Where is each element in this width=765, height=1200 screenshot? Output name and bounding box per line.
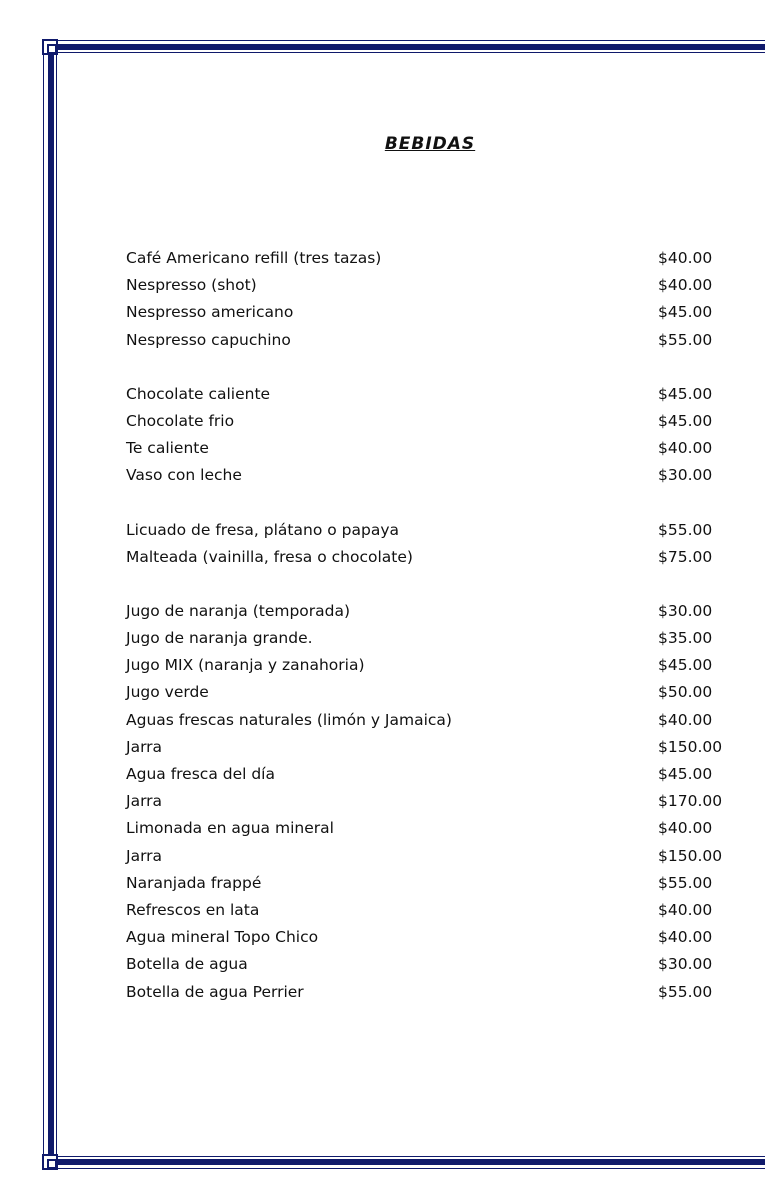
menu-item xyxy=(126,736,746,763)
menu-item-price: $50.00 xyxy=(658,683,713,702)
menu-item-name: Jarra xyxy=(126,737,163,756)
menu-item-price: $55.00 xyxy=(658,520,713,539)
menu-item-name: Nespresso capuchino xyxy=(126,330,291,349)
menu-item-price: $55.00 xyxy=(658,982,713,1001)
menu-item-name: Malteada (vainilla, fresa o chocolate) xyxy=(126,547,413,566)
drinks-menu-list xyxy=(126,247,746,1035)
menu-item-name: Jarra xyxy=(126,846,163,865)
menu-item-name: Botella de agua Perrier xyxy=(126,982,304,1001)
menu-item xyxy=(126,410,746,437)
corner-ornament-top-left xyxy=(42,39,58,55)
menu-item xyxy=(126,437,746,464)
menu-item xyxy=(126,464,746,491)
menu-item-price: $40.00 xyxy=(658,900,713,919)
menu-item-price: $45.00 xyxy=(658,765,713,783)
menu-item xyxy=(126,654,746,681)
menu-item-name: Agua mineral Topo Chico xyxy=(126,928,319,947)
menu-item-price: $30.00 xyxy=(658,601,713,620)
menu-group xyxy=(126,383,746,492)
menu-item-price: $40.00 xyxy=(658,819,713,838)
menu-item-price: $40.00 xyxy=(658,710,713,729)
menu-item xyxy=(126,926,746,953)
menu-group xyxy=(126,519,746,573)
menu-item-name: Naranjada frappé xyxy=(126,873,262,892)
border-left-outer xyxy=(43,54,44,1157)
menu-item-name: Jugo MIX (naranja y zanahoria) xyxy=(126,656,365,675)
menu-item xyxy=(126,600,746,627)
menu-item-price: $150.00 xyxy=(658,737,723,756)
menu-item-name: Chocolate caliente xyxy=(126,384,271,403)
menu-item-name: Jugo verde xyxy=(126,683,209,702)
corner-ornament-bottom-left xyxy=(42,1154,58,1170)
menu-item xyxy=(126,519,746,546)
menu-item-price: $35.00 xyxy=(658,629,713,648)
menu-item xyxy=(126,845,746,872)
menu-item xyxy=(126,383,746,410)
menu-item xyxy=(126,627,746,654)
menu-item-price: $45.00 xyxy=(658,411,713,430)
menu-item-price: $40.00 xyxy=(658,249,713,267)
menu-item-price: $75.00 xyxy=(658,547,713,566)
menu-item xyxy=(126,981,746,1008)
menu-item-name: Te caliente xyxy=(126,439,209,458)
border-left xyxy=(48,48,54,1163)
menu-item-name: Nespresso (shot) xyxy=(126,276,257,295)
menu-item-price: $45.00 xyxy=(658,384,713,403)
menu-item-price: $40.00 xyxy=(658,276,713,295)
menu-item xyxy=(126,817,746,844)
menu-item xyxy=(126,763,746,790)
menu-item-name: Vaso con leche xyxy=(126,466,242,485)
menu-item-name: Licuado de fresa, plátano o papaya xyxy=(126,520,399,539)
menu-group xyxy=(126,247,746,356)
menu-item-price: $30.00 xyxy=(658,955,713,974)
menu-item xyxy=(126,899,746,926)
menu-item-name: Café Americano refill (tres tazas) xyxy=(126,249,382,267)
menu-item-price: $40.00 xyxy=(658,928,713,947)
page-title: BEBIDAS xyxy=(384,134,476,154)
border-top-inner xyxy=(56,52,765,53)
menu-item xyxy=(126,329,746,356)
menu-item-name: Nespresso americano xyxy=(126,303,294,322)
menu-item-name: Refrescos en lata xyxy=(126,900,260,919)
menu-item-name: Jugo de naranja grande. xyxy=(126,629,313,648)
menu-item xyxy=(126,301,746,328)
border-top xyxy=(50,44,765,50)
border-left-inner xyxy=(56,54,57,1157)
menu-item-price: $170.00 xyxy=(658,792,723,811)
menu-item-price: $30.00 xyxy=(658,466,713,485)
menu-item xyxy=(126,709,746,736)
menu-item xyxy=(126,872,746,899)
border-top-outer xyxy=(56,40,765,41)
menu-item xyxy=(126,247,746,274)
border-bottom-outer xyxy=(56,1168,765,1169)
menu-item xyxy=(126,546,746,573)
menu-item xyxy=(126,274,746,301)
menu-item-name: Botella de agua xyxy=(126,955,248,974)
border-bottom xyxy=(50,1159,765,1165)
menu-group xyxy=(126,600,746,1008)
menu-item xyxy=(126,681,746,708)
menu-item-name: Agua fresca del día xyxy=(126,765,275,783)
menu-item-price: $45.00 xyxy=(658,303,713,322)
menu-item-price: $150.00 xyxy=(658,846,723,865)
menu-item xyxy=(126,790,746,817)
menu-item-name: Aguas frescas naturales (limón y Jamaica) xyxy=(126,710,452,729)
menu-item-price: $55.00 xyxy=(658,330,713,349)
menu-item-price: $40.00 xyxy=(658,439,713,458)
border-bottom-inner xyxy=(56,1156,765,1157)
menu-item-price: $45.00 xyxy=(658,656,713,675)
menu-item-name: Jarra xyxy=(126,792,163,811)
menu-item-name: Limonada en agua mineral xyxy=(126,819,334,838)
menu-item-price: $55.00 xyxy=(658,873,713,892)
menu-item-name: Jugo de naranja (temporada) xyxy=(126,601,351,620)
menu-item-name: Chocolate frio xyxy=(126,411,235,430)
menu-item xyxy=(126,953,746,980)
